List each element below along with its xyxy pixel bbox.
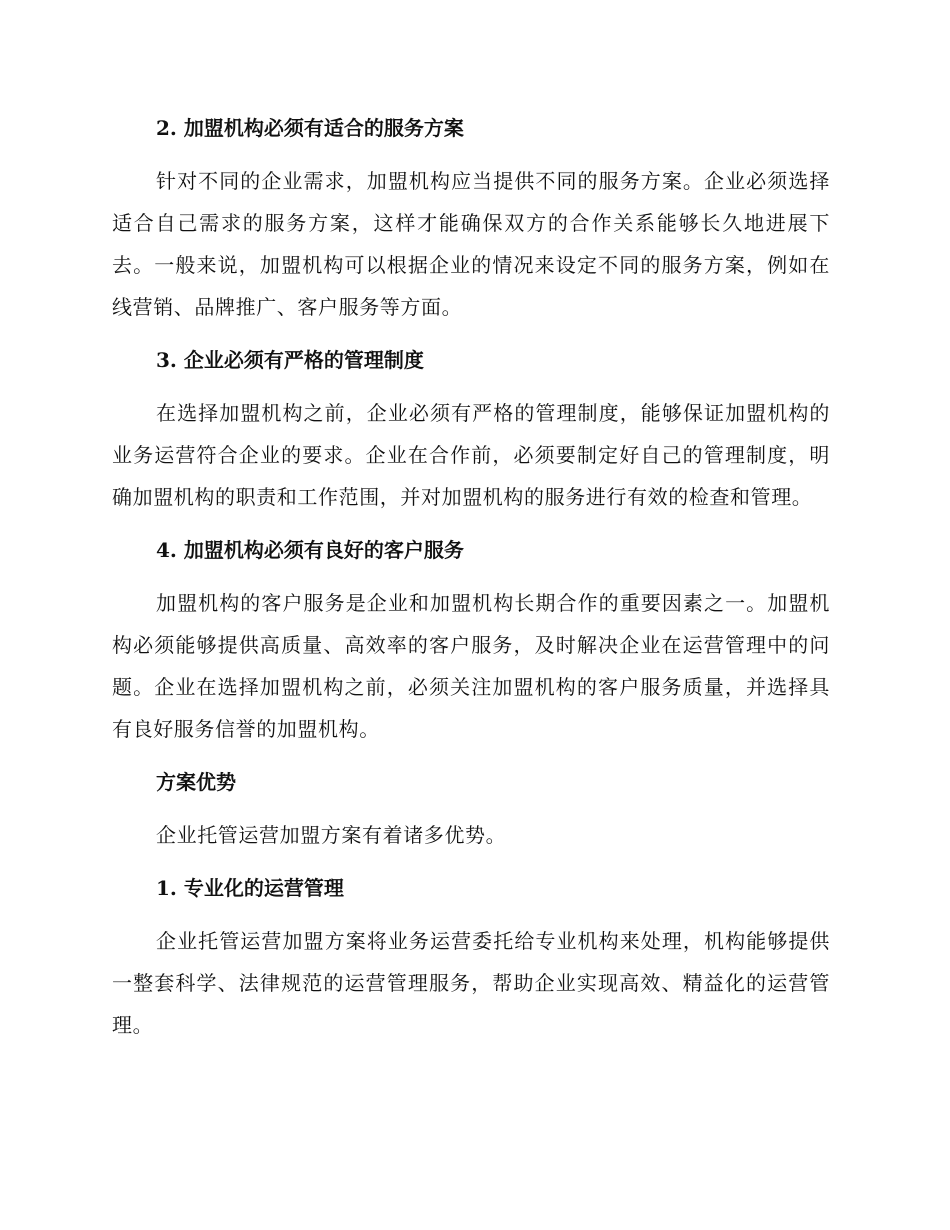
section-paragraph-service-plan: 针对不同的企业需求，加盟机构应当提供不同的服务方案。企业必须选择适合自己需求的服务方案，这样才能确保双方的合作关系能够长久地进展下去。一般来说，加盟机构可以根据企业的情况来设定不同的服务方案，例如在线营销、品牌推广、客户服务等方面。	[112, 169, 830, 319]
section-paragraph-management-system: 在选择加盟机构之前，企业必须有严格的管理制度，能够保证加盟机构的业务运营符合企业的要求。企业在合作前，必须要制定好自己的管理制度，明确加盟机构的职责和工作范围，并对加盟机构的服务进行有效的检查和管理。	[112, 401, 830, 509]
document-body	[112, 106, 830, 1046]
section-heading-management-system: 3. 企业必须有严格的管理制度	[156, 348, 424, 372]
section-heading-customer-service: 4. 加盟机构必须有良好的客户服务	[156, 538, 464, 562]
section-paragraph-plan-advantages: 企业托管运营加盟方案有着诸多优势。	[156, 823, 507, 847]
section-paragraph-professional-operation: 企业托管运营加盟方案将业务运营委托给专业机构来处理，机构能够提供一整套科学、法律规范的运营管理服务，帮助企业实现高效、精益化的运营管理。	[112, 929, 830, 1037]
section-paragraph-customer-service: 加盟机构的客户服务是企业和加盟机构长期合作的重要因素之一。加盟机构必须能够提供高质量、高效率的客户服务，及时解决企业在运营管理中的问题。企业在选择加盟机构之前，必须关注加盟机构的客户服务质量，并选择具有良好服务信誉的加盟机构。	[112, 591, 830, 741]
section-heading-professional-operation: 1. 专业化的运营管理	[156, 876, 344, 900]
section-heading-service-plan: 2. 加盟机构必须有适合的服务方案	[156, 116, 464, 140]
section-heading-plan-advantages: 方案优势	[156, 770, 236, 794]
